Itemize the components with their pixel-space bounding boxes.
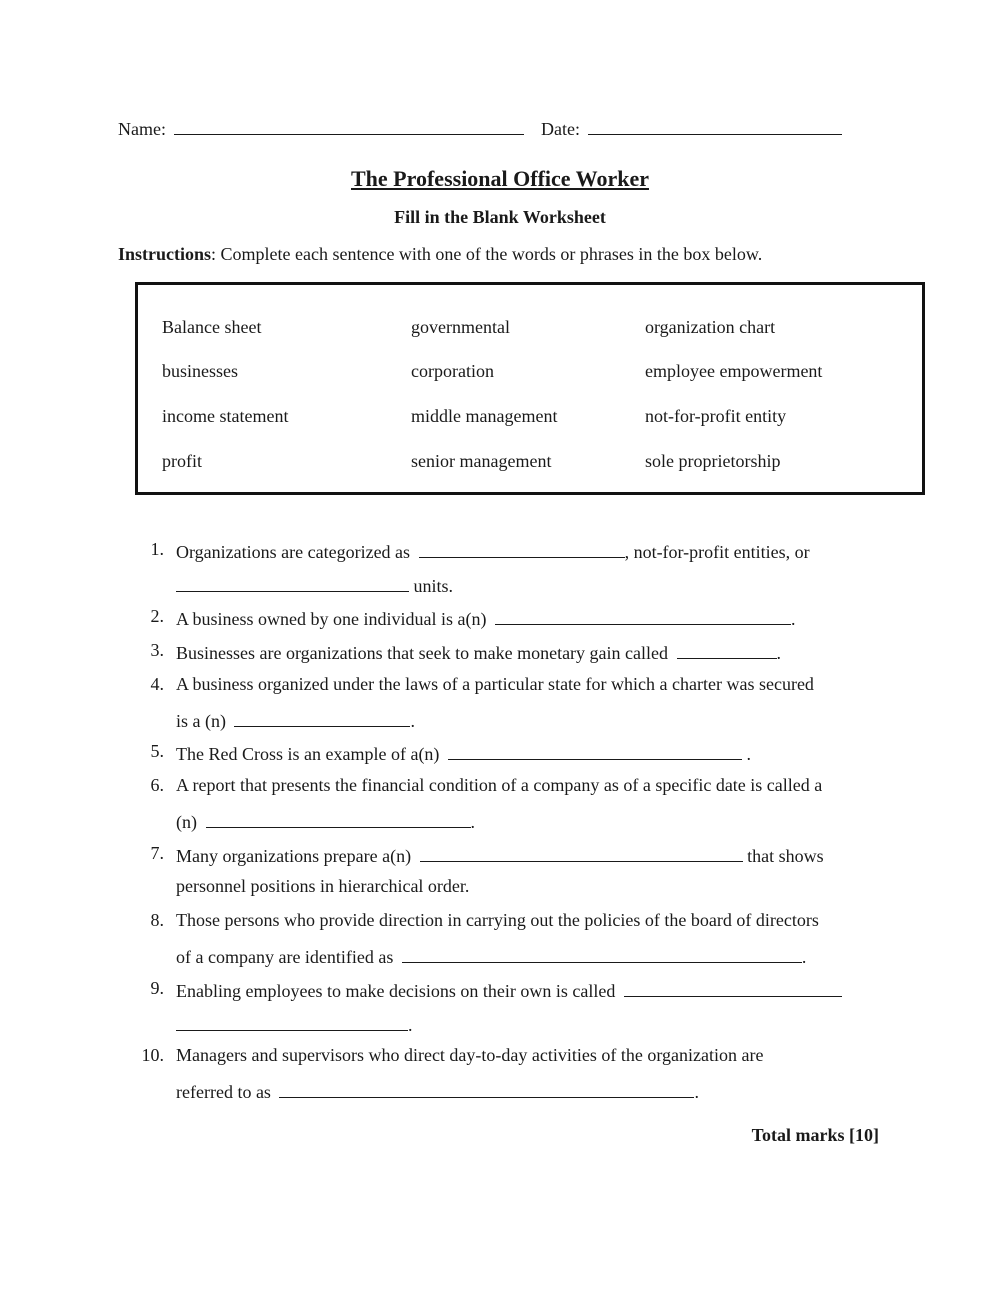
name-field[interactable] [174,116,524,135]
question-text: Managers and supervisors who direct day-to-day activities of the organization are [176,1045,764,1065]
question-text: . [801,947,807,967]
question-number: 7. [150,843,164,863]
word-bank-box [135,282,925,495]
word-bank-item: senior management [411,451,552,471]
question-6 [176,775,822,796]
date-field[interactable] [588,116,842,135]
question-number: 2. [150,606,164,626]
question-text: . [776,643,782,663]
question-text: . [470,812,475,832]
instructions-text: : Complete each sentence with one of the words or phrases in the box below. [211,244,763,264]
instructions-label: Instructions [118,244,212,264]
word-bank-item: Balance sheet [162,317,262,337]
answer-blank-6[interactable] [206,809,471,828]
question-number: 10. [141,1045,164,1065]
question-text: referred to as [176,1082,271,1102]
instructions [118,244,762,265]
answer-blank-2[interactable] [495,606,791,625]
question-text: that shows [747,846,824,866]
question-text: Enabling employees to make decisions on their own is called [176,981,616,1001]
question-2 [176,606,795,630]
question-text: Businesses are organizations that seek to make monetary gain called [176,643,669,663]
question-1-cont [176,573,453,597]
question-text: units. [413,576,454,596]
answer-blank-4[interactable] [234,708,410,727]
question-number: 9. [150,978,164,998]
worksheet-subtitle: Fill in the Blank Worksheet [394,207,606,227]
word-bank-item: profit [162,451,202,471]
question-1 [176,539,810,563]
question-6-cont [176,809,475,833]
question-text: Those persons who provide direction in carrying out the policies of the board of directors [176,910,819,930]
answer-blank-7[interactable] [420,843,743,862]
word-bank-item: organization chart [645,317,776,337]
question-text: A business organized under the laws of a particular state for which a charter was secured [176,674,814,694]
question-number: 6. [150,775,164,795]
question-text: The Red Cross is an example of a(n) [176,744,440,764]
answer-blank-1b[interactable] [176,573,409,592]
answer-blank-9b[interactable] [176,1012,408,1031]
question-9 [176,978,842,1002]
question-4 [176,674,814,695]
question-text: . [410,711,415,731]
question-text: personnel positions in hierarchical order. [176,876,470,896]
word-bank-item: not-for-profit entity [645,406,787,426]
question-text: (n) [176,812,197,832]
word-bank-item: businesses [162,361,238,381]
question-text: Many organizations prepare a(n) [176,846,412,866]
answer-blank-5[interactable] [448,741,742,760]
answer-blank-1a[interactable] [419,539,625,558]
question-text: . [694,1082,699,1102]
name-label: Name: [118,119,166,139]
word-bank-item: employee empowerment [645,361,823,381]
question-9-cont [176,1012,413,1036]
question-text: A report that presents the financial condition of a company as of a specific date is called a [176,775,823,795]
answer-blank-3[interactable] [677,640,777,659]
name-date-row [118,116,842,140]
question-text: , not-for-profit entities, or [624,542,810,562]
question-number: 3. [150,640,164,660]
question-8-cont [176,944,806,968]
question-number: 1. [150,539,164,559]
question-7 [176,843,824,867]
page-title: The Professional Office Worker [351,166,649,191]
question-8 [176,910,819,931]
question-number: 8. [150,910,164,930]
question-text: is a (n) [176,711,226,731]
answer-blank-8[interactable] [402,944,802,963]
question-text: of a company are identified as [176,947,394,967]
question-3 [176,640,781,664]
question-10 [176,1045,763,1066]
answer-blank-9a[interactable] [624,978,842,997]
word-bank-item: corporation [411,361,494,381]
question-text: Organizations are categorized as [176,542,411,562]
question-number: 5. [150,741,164,761]
question-4-cont [176,708,415,732]
question-text: A business owned by one individual is a(n) [176,609,487,629]
answer-blank-10[interactable] [279,1079,694,1098]
word-bank-item: governmental [411,317,510,337]
question-number: 4. [150,674,164,694]
total-marks: Total marks [10] [751,1125,879,1145]
question-text: . [790,609,796,629]
question-5 [176,741,751,765]
word-bank-item: middle management [411,406,558,426]
date-label: Date: [540,119,580,139]
question-text: . [746,744,751,764]
word-bank-item: sole proprietorship [645,451,781,471]
question-7-cont [176,876,469,897]
word-bank-item: income statement [162,406,289,426]
question-10-cont [176,1079,699,1103]
question-text: . [408,1015,413,1035]
